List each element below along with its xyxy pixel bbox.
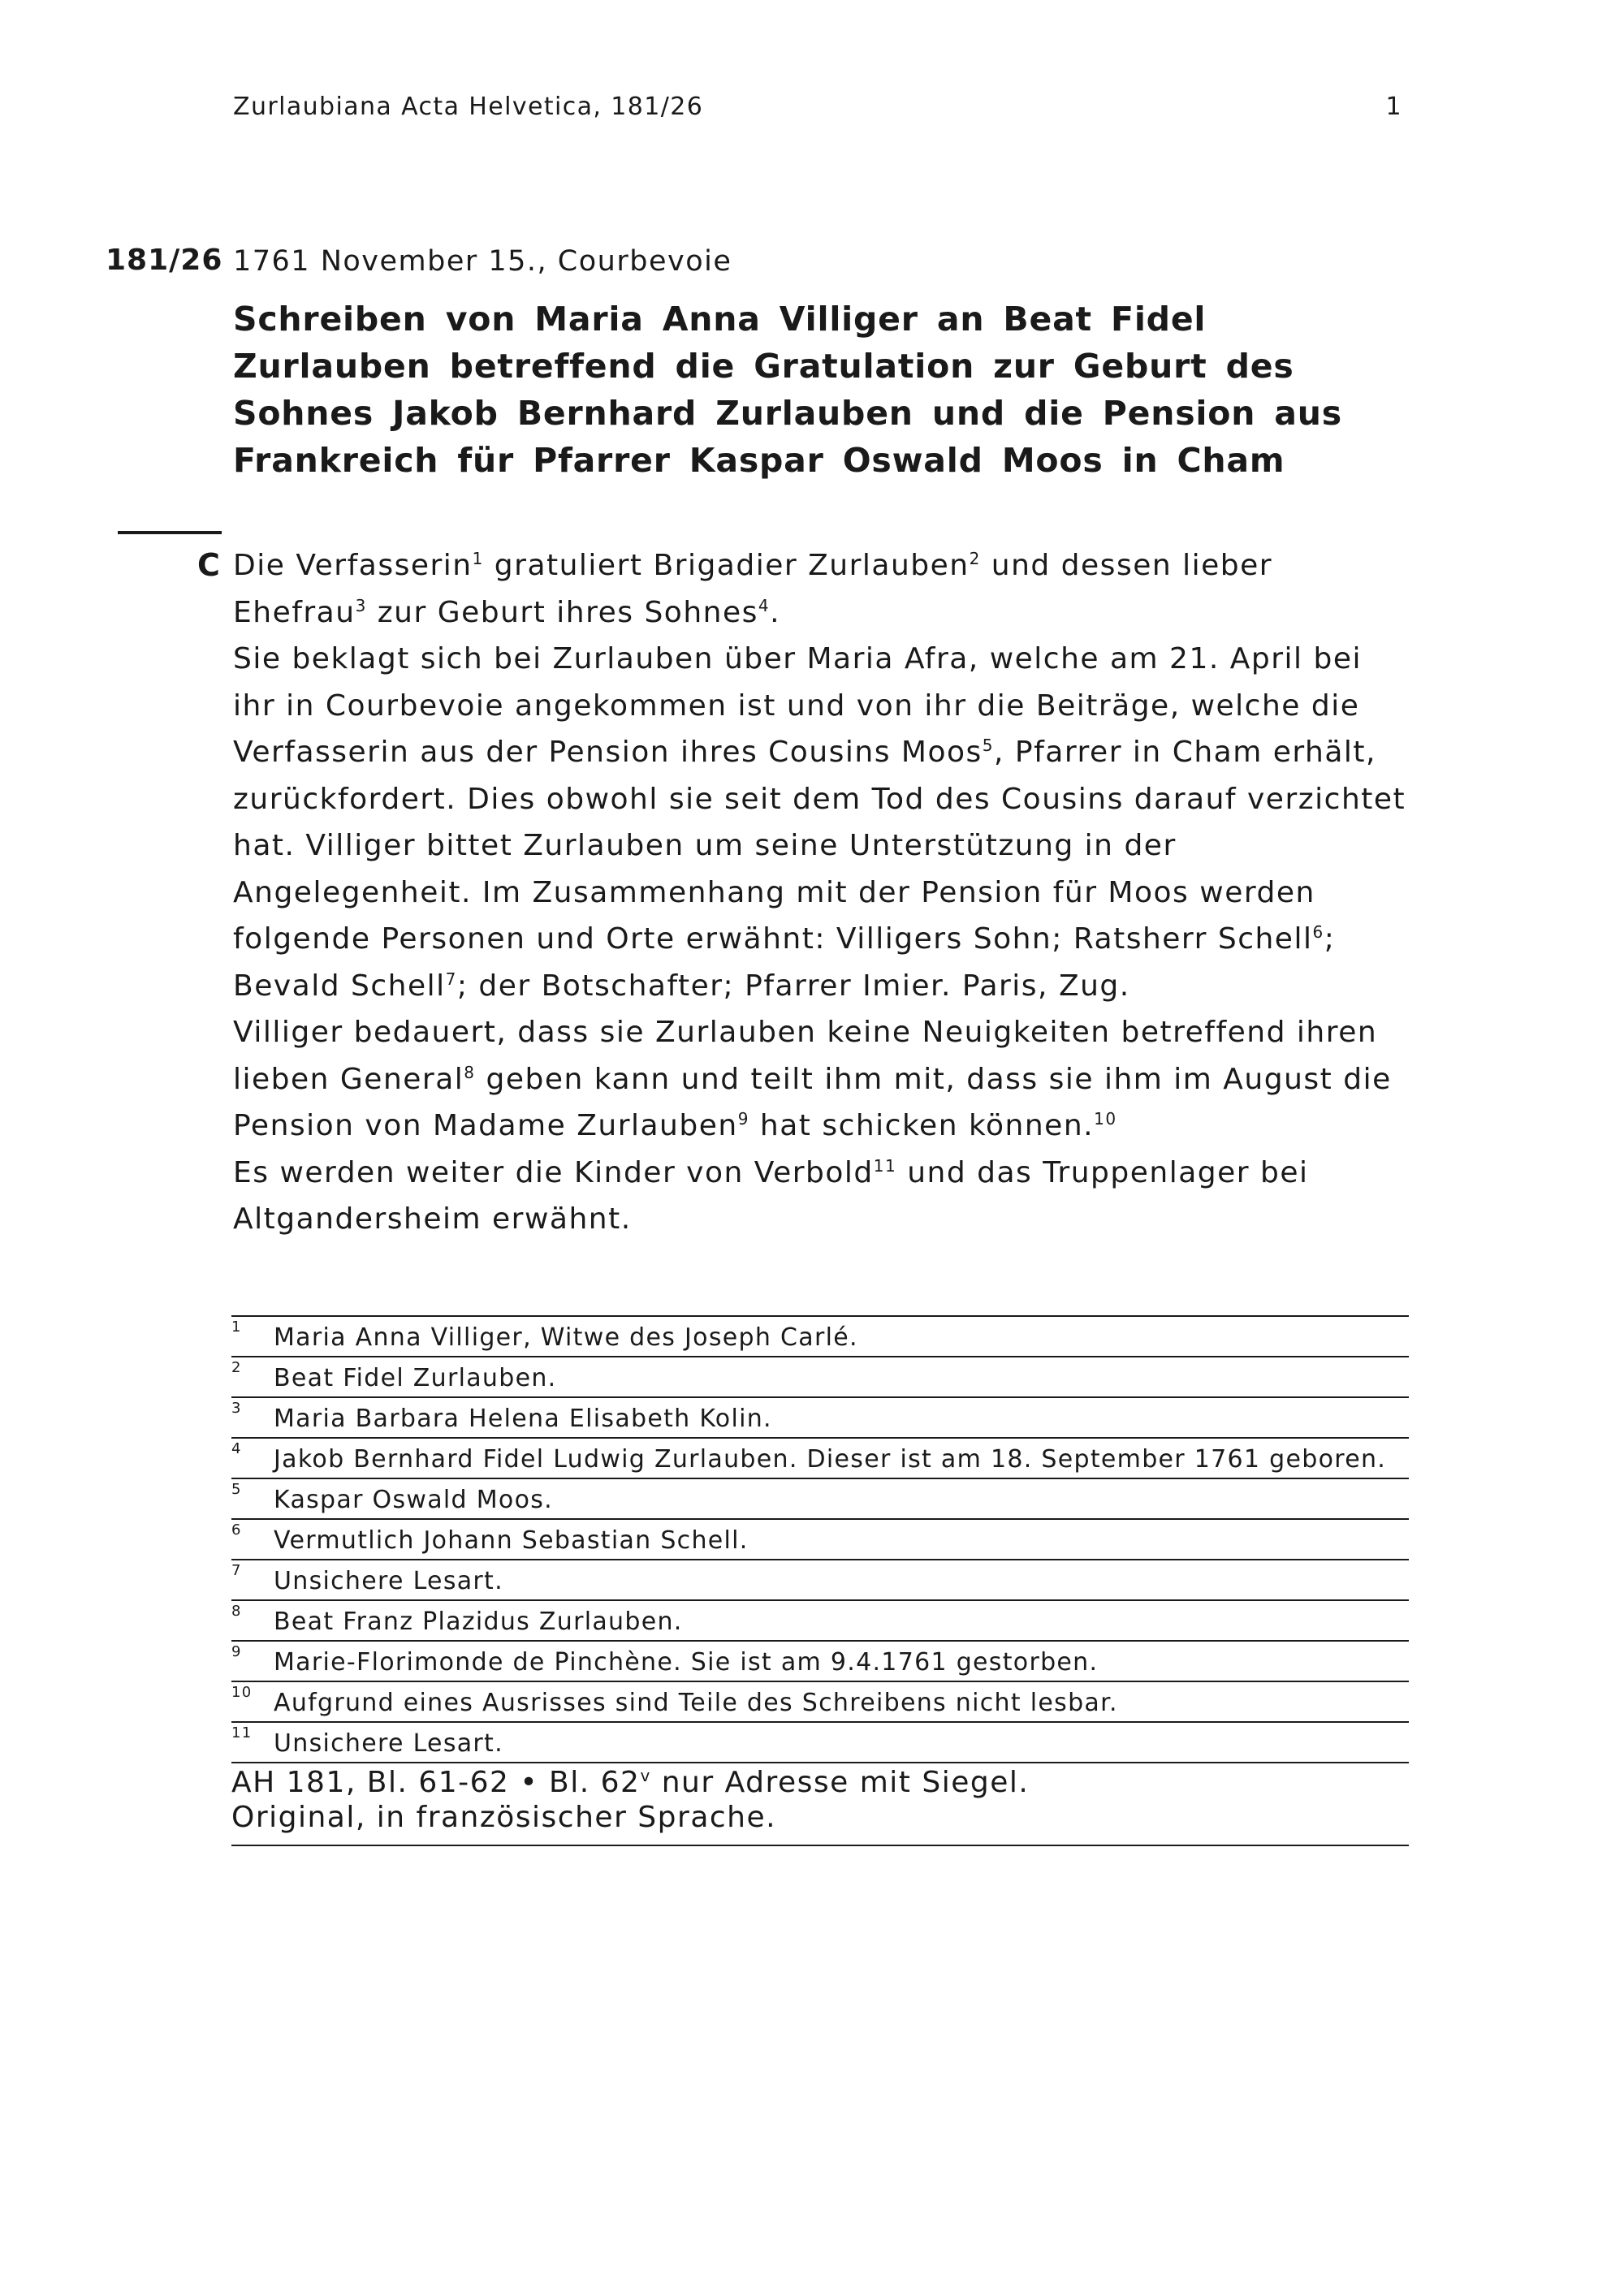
- footnote: [231, 1357, 1409, 1398]
- summary-text-run: Sie beklagt sich bei Zurlauben über Maria Afra, welche am 21. April bei ihr in Courbevoie angekommen ist und von ihr die Beiträge, welche die Verfasserin aus der Pension ihres Cousins Moos: [233, 642, 1362, 769]
- footnote-ref[interactable]: 8: [464, 1062, 476, 1082]
- copy-type-marker: C: [197, 547, 220, 583]
- footnote: [231, 1398, 1409, 1439]
- footnote-number: 10: [231, 1684, 253, 1701]
- summary-text-run: Die Verfasserin: [233, 549, 473, 582]
- footnote-number: 9: [231, 1643, 242, 1660]
- footnote: [231, 1317, 1409, 1357]
- summary-text-run: .: [770, 595, 781, 629]
- footnote-number: 11: [231, 1724, 253, 1741]
- summary-text-run: ; der Botschafter; Pfarrer Imier. Paris, Zug.: [456, 969, 1130, 1003]
- footnote-number: 8: [231, 1603, 242, 1620]
- summary-text-run: ; Bevald Schell: [233, 922, 1336, 1003]
- document-date-place: 1761 November 15., Courbevoie: [233, 245, 732, 278]
- footnote-ref[interactable]: 1: [472, 549, 484, 568]
- summary-paragraph: [233, 1150, 1410, 1243]
- footnote: [231, 1439, 1409, 1479]
- summary-text-run: und dessen lieber Ehefrau: [233, 549, 1273, 629]
- footnote-ref[interactable]: 4: [758, 595, 771, 615]
- footnote: [231, 1520, 1409, 1560]
- footnote-text: Jakob Bernhard Fidel Ludwig Zurlauben. Dieser ist am 18. September 1761 geboren.: [274, 1445, 1387, 1474]
- footnote-ref[interactable]: 9: [737, 1109, 749, 1129]
- footnote-text: Unsichere Lesart.: [274, 1567, 503, 1595]
- footnote-ref[interactable]: 10: [1094, 1109, 1117, 1129]
- footnote-text: Beat Fidel Zurlauben.: [274, 1364, 557, 1392]
- footnote-text: Beat Franz Plazidus Zurlauben.: [274, 1608, 683, 1636]
- footnote: [231, 1601, 1409, 1642]
- summary-text-run: zur Geburt ihres Sohnes: [366, 595, 758, 629]
- footnote-text: Marie-Florimonde de Pinchène. Sie ist am 9.4.1761 gestorben.: [274, 1648, 1099, 1677]
- summary-text-run: gratuliert Brigadier Zurlauben: [483, 549, 970, 582]
- document-title: Schreiben von Maria Anna Villiger an Beat Fidel Zurlauben betreffend die Gratulation zur Geburt des Sohnes Jakob Bernhard Zurlauben und die Pension aus Frankreich für Pfarrer Kaspar Oswald Moos in Cham: [233, 300, 1342, 480]
- verso-marker: v: [640, 1766, 651, 1785]
- footnote: [231, 1560, 1409, 1601]
- footnotes-list: [231, 1315, 1409, 1763]
- source-reference-text: AH 181, Bl. 61-62 • Bl. 62: [231, 1766, 641, 1799]
- footnote: [231, 1479, 1409, 1520]
- source-note: [231, 1765, 1409, 1846]
- summary-text-run: Villiger bedauert, dass sie Zurlauben keine Neuigkeiten betreffend ihren lieben General: [233, 1016, 1378, 1096]
- source-reference-text: nur Adresse mit Siegel.: [650, 1766, 1030, 1799]
- footnote-ref[interactable]: 5: [982, 736, 995, 755]
- footnote-number: 3: [231, 1400, 242, 1417]
- footnote-text: Aufgrund eines Ausrisses sind Teile des Schreibens nicht lesbar.: [274, 1689, 1118, 1717]
- footnote-text: Maria Anna Villiger, Witwe des Joseph Carlé.: [274, 1323, 858, 1352]
- running-header: [233, 93, 1402, 121]
- footnote-text: Kaspar Oswald Moos.: [274, 1486, 553, 1514]
- summary-text-run: hat schicken können.: [749, 1109, 1095, 1142]
- summary-paragraph: [233, 1009, 1410, 1150]
- footnote-ref[interactable]: 7: [445, 969, 457, 989]
- summary-paragraph: [233, 542, 1410, 636]
- section-divider: [118, 531, 222, 534]
- footnote: [231, 1642, 1409, 1682]
- summary-paragraph: [233, 636, 1410, 1009]
- footnote-ref[interactable]: 11: [873, 1155, 897, 1176]
- footnote-number: 4: [231, 1440, 242, 1457]
- footnote-text: Maria Barbara Helena Elisabeth Kolin.: [274, 1405, 772, 1433]
- summary-text-run: und das Truppenlager bei Altgandersheim erwähnt.: [233, 1155, 1309, 1236]
- source-language: Original, in französischer Sprache.: [231, 1801, 777, 1834]
- footnote-number: 5: [231, 1481, 242, 1498]
- footnote-number: 7: [231, 1562, 242, 1579]
- page-number: 1: [1385, 93, 1402, 121]
- footnote: [231, 1682, 1409, 1723]
- footnote-ref[interactable]: 3: [355, 595, 367, 615]
- summary-text-run: geben kann und teilt ihm mit, dass sie ihm im August die Pension von Madame Zurlauben: [233, 1062, 1392, 1142]
- footnote-text: Unsichere Lesart.: [274, 1729, 503, 1758]
- footnote-text: Vermutlich Johann Sebastian Schell.: [274, 1526, 749, 1555]
- running-title: Zurlaubiana Acta Helvetica, 181/26: [233, 93, 704, 121]
- summary-text-run: , Pfarrer in Cham erhält, zurückfordert. Dies obwohl sie seit dem Tod des Cousins darauf verzichtet hat. Villiger bittet Zurlauben um seine Unterstützung in der Angelegenheit. Im Zusammenhang mit der Pension für Moos werden folgende Personen und Orte erwähnt: Villigers Sohn; Ratsherr Schell: [233, 736, 1406, 956]
- summary-text: [233, 542, 1410, 1243]
- footnote-number: 2: [231, 1359, 242, 1376]
- footnote-number: 6: [231, 1521, 242, 1539]
- footnote: [231, 1723, 1409, 1763]
- footnote-ref[interactable]: 6: [1312, 922, 1324, 942]
- summary-text-run: Es werden weiter die Kinder von Verbold: [233, 1155, 874, 1189]
- document-number: 181/26: [106, 244, 223, 277]
- footnote-number: 1: [231, 1318, 242, 1336]
- footnote-ref[interactable]: 2: [969, 549, 981, 568]
- source-reference: [231, 1765, 1409, 1800]
